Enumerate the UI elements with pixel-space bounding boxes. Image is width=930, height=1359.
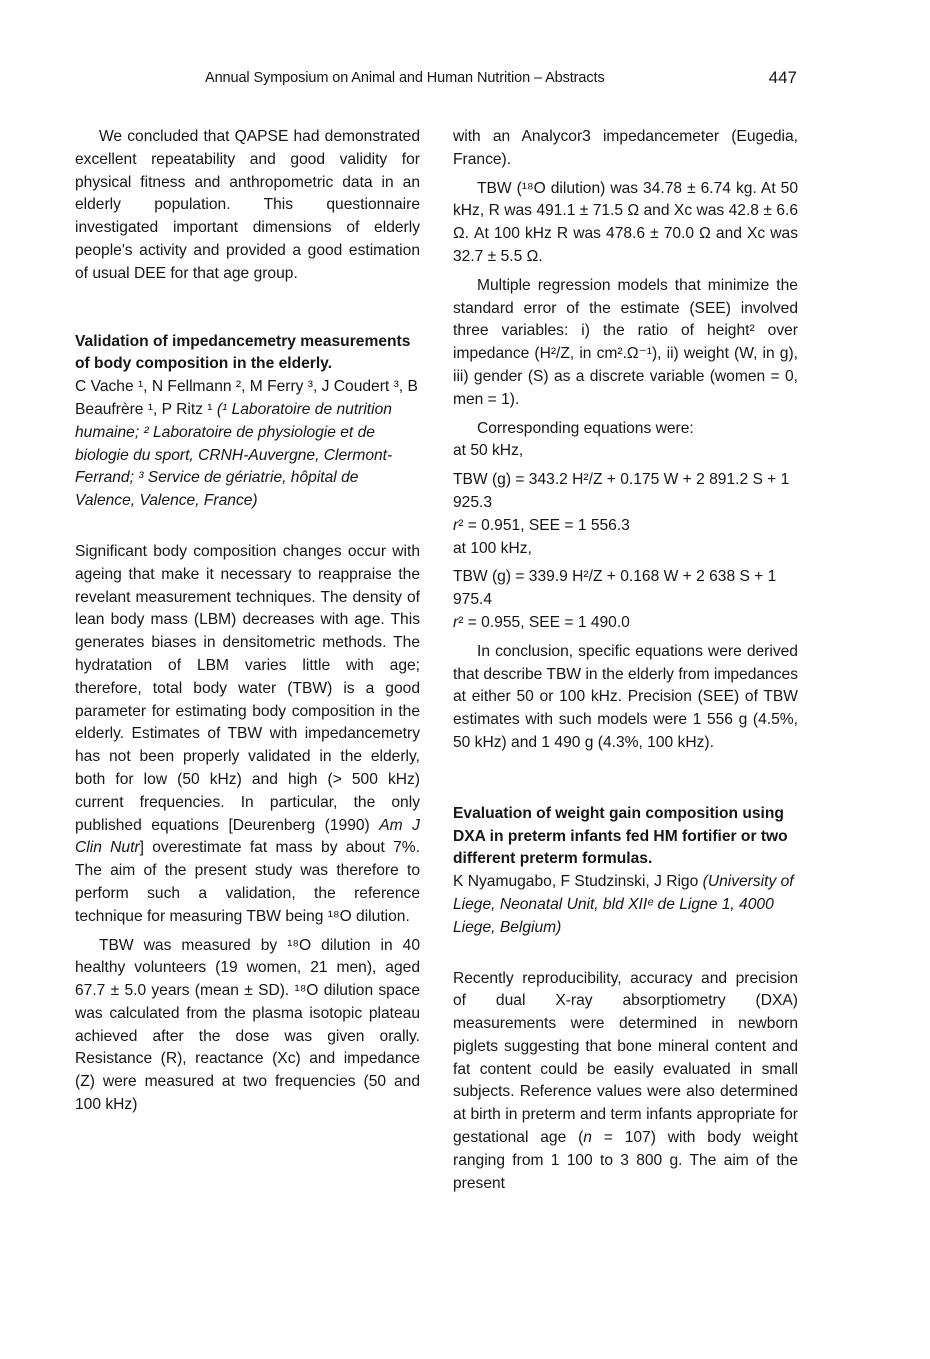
abstract-weight-gain-dxa xyxy=(453,803,798,940)
equation-100khz: TBW (g) = 339.9 H²/Z + 0.168 W + 2 638 S + 1 975.4 xyxy=(453,568,777,609)
left-column xyxy=(75,126,420,1117)
running-head: Annual Symposium on Animal and Human Nutrition – Abstracts xyxy=(205,70,605,86)
right-column xyxy=(453,126,798,1195)
abstract-affiliation: (University of Liege, Neonatal Unit, bld XIIᵉ de Ligne 1, 4000 Liege, Belgium) xyxy=(453,873,794,936)
stats-50khz: r² = 0.951, SEE = 1 556.3 xyxy=(453,516,630,534)
abstract-title: Evaluation of weight gain composition using DXA in preterm infants fed HM fortifier or two different preterm formulas. xyxy=(453,804,788,868)
equation-50khz: TBW (g) = 343.2 H²/Z + 0.175 W + 2 891.2 S + 1 925.3 xyxy=(453,471,790,511)
methods-continuation: with an Analycor3 impedancemeter (Eugedia, France). xyxy=(453,128,798,168)
abstract-affiliation: (¹ Laboratoire de nutrition humaine; ² Laboratoire de physiologie et de biologie du sport, CRNH-Auvergne, Clermont-Ferrand; ³ Service de gériatrie, hôpital de Valence, Valence, France) xyxy=(75,400,393,510)
body-paragraph-conclusion: In conclusion, specific equations were derived that describe TBW in the elderly from impedances at either 50 or 100 kHz. Precision (SEE) of TBW estimates with such models were 1 556 g (4.5%, 50 kHz) and 1 490 g (4.3%, 100 kHz). xyxy=(453,642,798,751)
stats-100khz: r² = 0.955, SEE = 1 490.0 xyxy=(453,613,630,631)
page-header xyxy=(75,64,797,94)
abstract-validation-impedancemetry xyxy=(75,331,420,513)
page-number: 447 xyxy=(768,68,797,87)
body-paragraph-dxa: Recently reproducibility, accuracy and precision of dual X-ray absorptiometry (DXA) measurements were determined in newborn piglets suggesting that bone mineral content and fat content could be easily evaluated in small subjects. Reference values were also determined at birth in preterm and term infants appropriate for gestational age (n = 107) with body weight ranging from 1 100 to 3 800 g. The aim of the present xyxy=(453,969,798,1192)
journal-name: Am J Clin Nutr xyxy=(75,816,420,857)
equations-intro: Corresponding equations were: xyxy=(477,419,694,437)
intro-paragraph: We concluded that QAPSE had demonstrated excellent repeatability and good validity for physical fitness and anthropometric data in an elderly population. This questionnaire investigated important dimensions of elderly people's activity and provided a good estimation of usual DEE for that age group. xyxy=(75,128,420,282)
frequency-label-50: at 50 kHz, xyxy=(453,442,524,460)
abstract-authors: K Nyamugabo, F Studzinski, J Rigo xyxy=(453,873,699,891)
abstract-authors: C Vache ¹, N Fellmann ², M Ferry ³, J Coudert ³, B Beaufrère ¹, P Ritz ¹ xyxy=(75,378,418,418)
body-paragraph-results: TBW (¹⁸O dilution) was 34.78 ± 6.74 kg. At 50 kHz, R was 491.1 ± 71.5 Ω and Xc was 42.8 ± 6.6 Ω. At 100 kHz R was 478.6 ± 70.0 Ω and Xc was 32.7 ± 5.5 Ω. xyxy=(453,179,798,265)
abstract-title: Validation of impedancemetry measurements of body composition in the elderly. xyxy=(75,332,411,373)
body-paragraph-regression: Multiple regression models that minimize the standard error of the estimate (SEE) involved three variables: i) the ratio of height² over impedance (H²/Z, in cm².Ω⁻¹), ii) weight (W, in g), iii) gender (S) as a discrete variable (women = 0, men = 1). xyxy=(453,276,798,408)
frequency-label-100: at 100 kHz, xyxy=(453,539,532,557)
body-paragraph-methods: TBW was measured by ¹⁸O dilution in 40 healthy volunteers (19 women, 21 men), aged 67.7 ± 5.0 years (mean ± SD). ¹⁸O dilution space was calculated from the plasma isotopic plateau achieved after the dose was given orally. Resistance (R), reactance (Xc) and impedance (Z) were measured at two frequencies (50 and 100 kHz) xyxy=(75,936,420,1114)
body-paragraph-background: Significant body composition changes occur with ageing that make it necessary to reappraise the revelant measurement techniques. The density of lean body mass (LBM) decreases with age. This generates biases in densitometric methods. The hydratation of LBM varies little with age; therefore, total body water (TBW) is a good parameter for estimating body composition in the elderly. Estimates of TBW with impedancemetry has not been properly validated in the elderly, both for low (50 kHz) and high (> 500 kHz) current frequencies. In particular, the only published equations [Deurenberg (1990) Am J Clin Nutr] overestimate fat mass by about 7%. The aim of the present study was therefore to perform such a validation, the reference technique for measuring TBW being ¹⁸O dilution. xyxy=(75,542,420,925)
